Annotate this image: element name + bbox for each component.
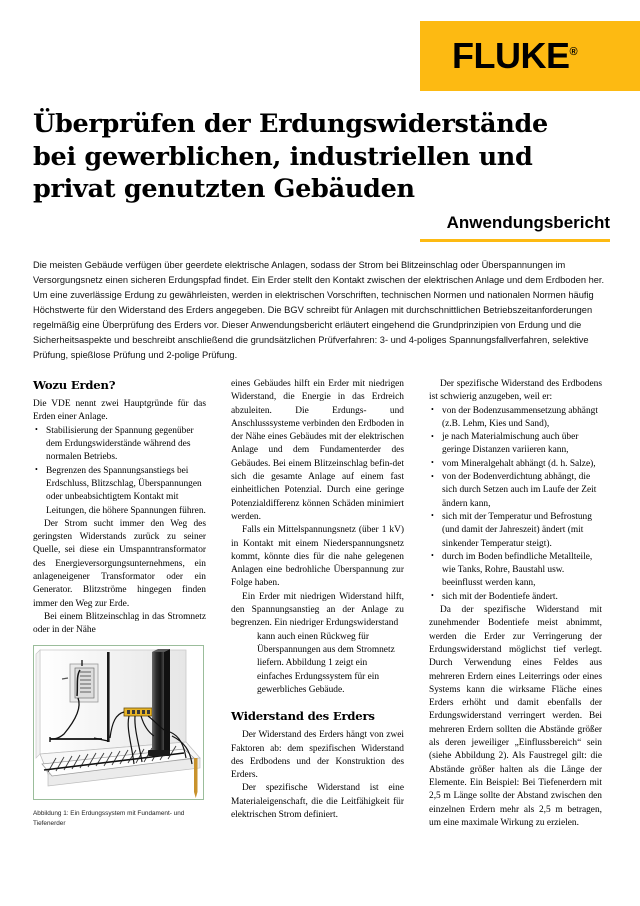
fluke-wordmark: [452, 35, 578, 76]
column1-paragraph-1: Die VDE nennt zwei Hauptgründe für das Erden einer Anlage.: [33, 399, 206, 423]
subtitle-row: [33, 213, 610, 242]
title-line-1: Überprüfen der Erdungswiderstände: [33, 109, 548, 139]
figure-1-caption: Abbildung 1: Ein Erdungssystem mit Fundament- und Tiefenerder: [33, 810, 185, 828]
column2-paragraph-1: eines Gebäudes hilft ein Erder mit niedrigen Widerstand, die Energie in das Erdreich abzuleiten. Die Erdungs- und Anschlusssysteme verbinden den Erdboden in der Nähe eines Gebäudes mit der elektrischen Anlage und dem Fundamenterder des Gebäudes. Bei einem Blitzeinschlag befin-det sich die gesamte Anlage auf einem fast einheitlichen Potenzial. Durch eine geringe Potenzialdifferenz können Schäden minimiert werden.: [231, 379, 404, 522]
title-area: [33, 108, 610, 242]
list-item: • sich mit der Temperatur und Befrostung (und damit der Jahreszeit) ändert (mit sinkender Temperatur steigt).: [429, 511, 602, 551]
fluke-logo-text: FLUKE: [452, 35, 570, 76]
erdungssystem-diagram: [33, 645, 204, 800]
subtitle-accent-rule: [420, 239, 610, 242]
list-item: • durch im Boden befindliche Metallteile, wie Tanks, Rohre, Baustahl usw. beeinflusst werden kann,: [429, 551, 602, 591]
column-2: [231, 378, 404, 830]
list-item: • Stabilisierung der Spannung gegenüber dem Erdungswiderstände während des normalen Betriebs.: [33, 425, 206, 465]
column2-paragraph-6: Der spezifische Widerstand ist eine Materialeigenschaft, die die Leitfähigkeit für elektrischen Strom definiert.: [231, 783, 404, 821]
title-line-3: privat genutzten Gebäuden: [33, 174, 415, 205]
title-line-2: bei gewerblichen, industriellen und: [33, 141, 533, 172]
column3-bullet-list: [429, 405, 602, 604]
intro-paragraph: Die meisten Gebäude verfügen über geerdete elektrische Anlagen, sodass der Strom bei Blitzeinschlag oder Überspannungen im Versorgungsnetz einen sicheren Erdungspfad findet. Ein Erder stellt den Kontakt zwischen der elektrischen Anlage und dem Erdboden her. Um eine zuverlässige Erdung zu gewährleisten, werden in elektrischen Vorschriften, technischen Normen und nationalen Normen häufig Höchstwerte für den Widerstand des Erders angegeben. Die BGV schreibt für Anlagen mit durchschnittlichen Betriebszeitanforderungen regelmäßig eine Überprüfung des Erders vor. Dieser Anwendungsbericht erläutert eingehend die Grundprinzipien von Erdung und die Sicherheitsaspekte und beschreibt anschließend die grundsätzlichen Prüfverfahren: 3- und 4-poliges Spannungsfallverfahren, selektive Prüfung, spießlose Prüfung und 2-polige Prüfung.: [33, 259, 605, 361]
erdungssystem-illustration: [34, 646, 203, 799]
column2-wrapped-block: [231, 631, 404, 697]
section-heading-wozu-erden: Wozu Erden?: [33, 378, 116, 392]
list-item: • von der Bodenzusammensetzung abhängt (z.B. Lehm, Kies und Sand),: [429, 405, 602, 432]
column1-paragraph-2: Der Strom sucht immer den Weg des geringsten Widerstands zurück zu seiner Quelle, sei diese ein Umspanntransformator des Energieversorgungsunternehmens, ein anlageneigener Transformator oder ein Generator. Blitzströme hingegen finden immer den Weg zur Erde.: [33, 518, 206, 609]
column-3: [429, 378, 602, 830]
column2-paragraph-5: Der Widerstand des Erders hängt von zwei Faktoren ab: dem spezifischen Widerstand des Erdbodens und der Konstruktion des Erders.: [231, 730, 404, 781]
page-header: [0, 0, 640, 108]
list-item: • sich mit der Bodentiefe ändert.: [429, 591, 602, 604]
column3-paragraph-1: Der spezifische Widerstand des Erdbodens ist schwierig anzugeben, weil er:: [429, 379, 602, 403]
figure-1: [33, 645, 206, 828]
column2-paragraph-3: Ein Erder mit niedrigen Widerstand hilft, den Spannungsanstieg an der Anlage zu begrenzen. Ein niedriger Erdungswiderstand: [231, 591, 404, 629]
section-heading-widerstand-des-erders: Widerstand des Erders: [231, 709, 375, 724]
column1-bullet-list: [33, 425, 206, 518]
page-title: [33, 108, 610, 206]
list-item: • je nach Materialmischung auch über geringe Distanzen variieren kann,: [429, 431, 602, 458]
list-item: • Begrenzen des Spannungsanstiegs bei Erdschluss, Blitzschlag, Überspannungen oder unbeabsichtigtem Kontakt mit Leitungen, die höhere Spannungen führen.: [33, 465, 206, 518]
column2-paragraph-2: Falls ein Mittelspannungsnetz (über 1 kV) in Kontakt mit einem Niederspannungsnetz kommt, könnte dies für die nahe gelegenen Anlagen eine bedrohliche Überspannung zur Folge haben.: [231, 525, 404, 589]
column2-paragraph-4: kann auch einen Rückweg für Überspannungen aus dem Stromnetz liefern. Abbildung 1 zeigt ein einfaches Erdungssystem für ein gewerbliches Gebäude.: [257, 631, 395, 695]
column3-paragraph-2: Da der spezifische Widerstand mit zunehmender Bodentiefe meist abnimmt, werden die Erder zur Verringerung der Erdungswiderstand möglichst tief verlegt. Durch Verwendung eines Feldes aus mehreren Erdern eines Leiterrings oder eines Systems kann die wirksame Fläche eines Erders erhöht und damit ebenfalls der Erdungswiderstand verringert werden. Bei mehreren Erdern sollten die Abstände größer als deren jeweiliger „Einflussbereich“ sein (siehe Abbildung 2). Als Faustregel gilt: die Abstände größer halten als die Länge der Elemente. Ein Beispiel: Bei Tiefenerdern mit 2,5 m Länge sollte der Abstand zwischen den einzelnen Erdern mehr als 2,5 m betragen, um eine maximale Wirkung zu erzielen.: [429, 605, 602, 828]
document-type-label: Anwendungsbericht: [446, 212, 610, 232]
fluke-logo-block: [420, 21, 640, 91]
column-1: [33, 378, 206, 830]
column1-paragraph-3: Bei einem Blitzeinschlag in das Stromnetz oder in der Nähe: [33, 611, 206, 636]
registered-trademark-icon: ®: [569, 46, 578, 58]
body-columns: [33, 378, 611, 830]
list-item: • von der Bodenverdichtung abhängt, die sich durch Setzen auch im Laufe der Zeit ändern kann,: [429, 471, 602, 511]
list-item: • vom Mineralgehalt abhängt (d. h. Salze),: [429, 458, 602, 471]
